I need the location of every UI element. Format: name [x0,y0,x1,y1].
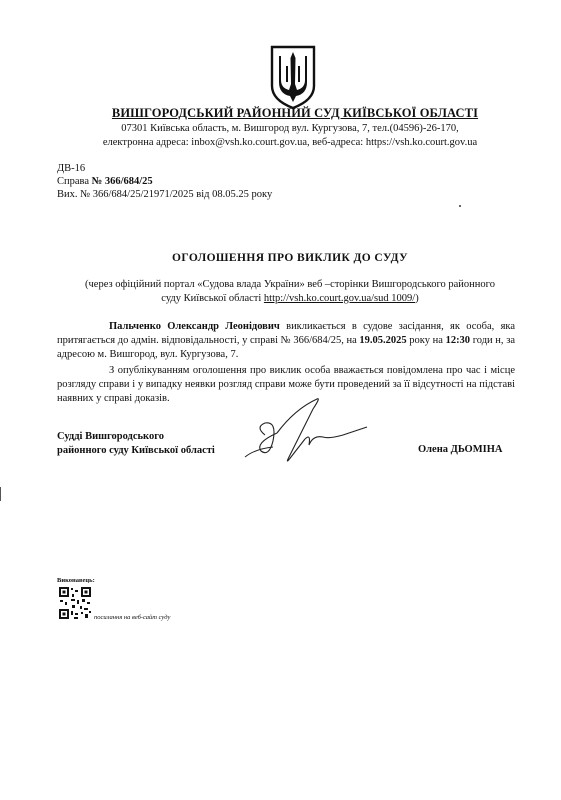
outgoing-number: Вих. № 366/684/25/21971/2025 від 08.05.25 року [57,189,273,200]
coat-of-arms-icon [268,44,318,110]
scan-dot [459,205,461,207]
scan-edge-mark [0,487,1,501]
judge-position [57,430,215,458]
judge-name: Олена ДЬОМІНА [418,444,503,455]
handwritten-signature [225,395,375,475]
executor-label: Виконавець: [57,577,95,584]
portal-line-2 [70,293,510,304]
court-address: 07301 Київська область, м. Вишгород вул. Кургузова, 7, тел.(04596)-26-170, [121,123,459,134]
hearing-date: 19.05.2025 [359,335,407,346]
case-line [57,175,153,188]
court-name: ВИШГОРОДСЬКИЙ РАЙОННИЙ СУД КИЇВСЬКОЇ ОБЛАСТІ [111,106,479,120]
judge-position-line-2: районного суду Київської області [57,445,215,456]
summons-text-3: годи н, за адресою м. Вишгород, вул. Кургузова, 7. [57,335,515,360]
summons-text-1: викликається в судове засідання, як особа, яка притягається до адмін. відповідальності, у справі № 366/684/25, на [57,321,515,346]
judge-position-line-1: Судді Вишгородського [57,431,164,442]
person-name: Пальченко Олександр Леонідович [109,321,280,332]
case-number: № 366/684/25 [91,176,153,187]
qr-label: посилання на веб-сайт суду [94,614,171,621]
portal-line-1: (через офіційний портал «Судова влада України» веб –сторінки Вишгородського районного [85,279,495,290]
publication-paragraph: З опублікуванням оголошення про виклик особа вважається повідомлена про час і місце розгляду справи і у випадку неявки розгляд справи може бути проведений за її відсутності на підставі наявних у справі доказів. [57,365,515,404]
court-contacts: електронна адреса: inbox@vsh.ko.court.gov.ua, веб-адреса: https://vsh.ko.court.gov.ua [102,137,478,148]
summons-text-2: року на [406,335,446,346]
portal-prefix: суду Київської області [161,293,264,304]
document-code: ДВ-16 [57,163,86,174]
hearing-time: 12:30 [445,335,471,346]
summons-paragraph [57,320,515,362]
qr-code-icon[interactable] [58,586,92,620]
notice-title: ОГОЛОШЕННЯ ПРО ВИКЛИК ДО СУДУ [172,252,408,264]
case-label: Справа [57,176,92,187]
portal-link[interactable]: http://vsh.ko.court.gov.ua/sud 1009/ [263,293,416,304]
portal-suffix: ) [415,293,419,304]
